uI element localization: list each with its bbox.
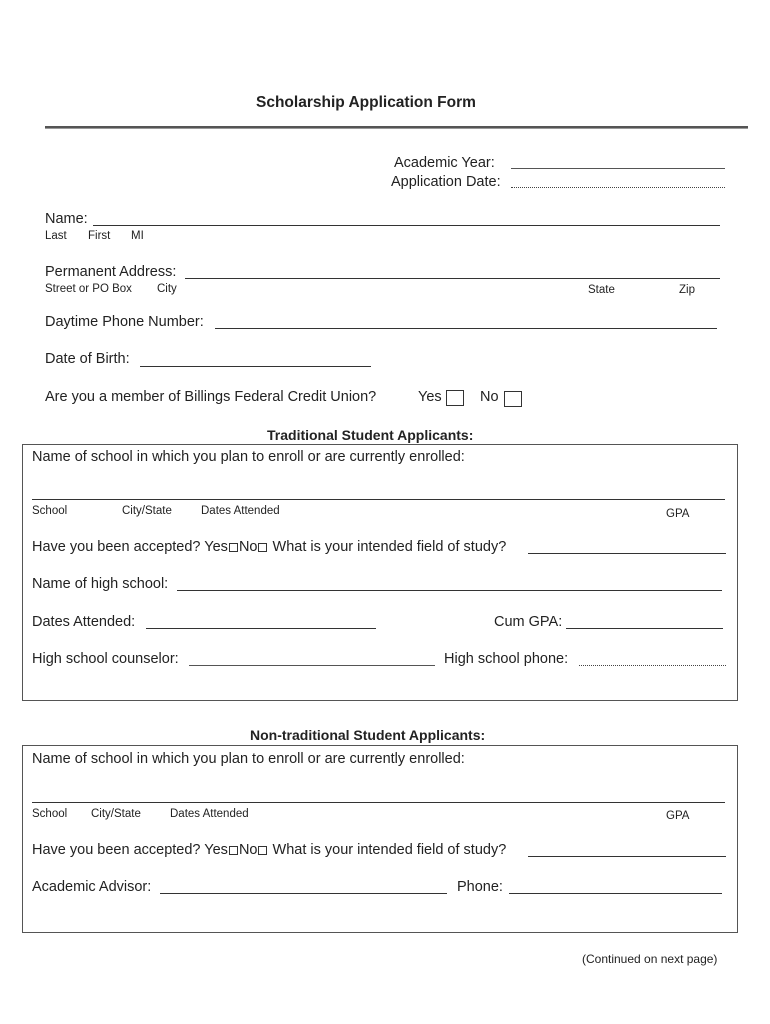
name-field[interactable] — [93, 225, 720, 226]
address-sub-zip: Zip — [679, 284, 695, 296]
traditional-heading: Traditional Student Applicants: — [267, 427, 474, 443]
trad-accepted-question: Have you been accepted? — [32, 539, 201, 555]
trad-dates-label: Dates Attended: — [32, 614, 136, 630]
name-sub-mi: MI — [131, 230, 144, 242]
continued-note: (Continued on next page) — [582, 952, 718, 966]
academic-year-label: Academic Year: — [394, 155, 495, 171]
member-question: Are you a member of Billings Federal Credit Union? — [45, 389, 377, 405]
member-yes-label: Yes — [418, 389, 442, 405]
application-date-field[interactable] — [511, 187, 725, 188]
trad-field-of-study-field[interactable] — [528, 553, 726, 554]
trad-sub-dates: Dates Attended — [201, 505, 280, 517]
nontrad-accepted-question: Have you been accepted? — [32, 842, 201, 858]
member-no-checkbox[interactable] — [504, 391, 522, 407]
trad-hs-phone-field[interactable] — [579, 665, 726, 666]
trad-field-question: What is your intended field of study? — [272, 539, 507, 555]
phone-field[interactable] — [215, 328, 717, 329]
application-date-label: Application Date: — [391, 174, 501, 190]
name-sub-last: Last — [45, 230, 67, 242]
nontrad-sub-city-state: City/State — [91, 808, 141, 820]
trad-counselor-label: High school counselor: — [32, 651, 179, 667]
trad-sub-gpa: GPA — [666, 508, 690, 520]
trad-accepted-no: No — [238, 539, 258, 555]
member-no-label: No — [480, 389, 499, 405]
trad-accepted-row — [32, 538, 506, 556]
trad-sub-city-state: City/State — [122, 505, 172, 517]
nontrad-accepted-no: No — [238, 842, 258, 858]
trad-sub-school: School — [32, 505, 68, 517]
nontrad-accepted-no-checkbox[interactable] — [258, 846, 267, 855]
nontrad-accepted-yes: Yes — [204, 842, 228, 858]
nontrad-field-of-study-field[interactable] — [528, 856, 726, 857]
trad-counselor-field[interactable] — [189, 665, 435, 666]
name-sub-first: First — [88, 230, 111, 242]
nontrad-school-question: Name of school in which you plan to enroll or are currently enrolled: — [32, 751, 465, 767]
trad-school-question: Name of school in which you plan to enroll or are currently enrolled: — [32, 449, 465, 465]
nontrad-sub-dates: Dates Attended — [170, 808, 249, 820]
phone-label: Daytime Phone Number: — [45, 314, 204, 330]
trad-accepted-no-checkbox[interactable] — [258, 543, 267, 552]
address-field[interactable] — [185, 278, 720, 279]
trad-cum-gpa-label: Cum GPA: — [494, 614, 563, 630]
nontrad-sub-school: School — [32, 808, 68, 820]
dob-field[interactable] — [140, 366, 371, 367]
address-label: Permanent Address: — [45, 264, 177, 280]
trad-dates-field[interactable] — [146, 628, 376, 629]
nontraditional-heading: Non-traditional Student Applicants: — [250, 727, 486, 743]
trad-accepted-yes: Yes — [204, 539, 228, 555]
form-title: Scholarship Application Form — [256, 94, 476, 111]
trad-accepted-yes-checkbox[interactable] — [229, 543, 238, 552]
nontrad-phone-field[interactable] — [509, 893, 722, 894]
academic-year-field[interactable] — [511, 168, 725, 169]
address-sub-street: Street or PO Box — [45, 283, 132, 295]
title-rule — [45, 126, 748, 129]
nontrad-accepted-row — [32, 841, 506, 859]
member-yes-checkbox[interactable] — [446, 390, 464, 406]
address-sub-city: City — [157, 283, 177, 295]
nontrad-advisor-field[interactable] — [160, 893, 447, 894]
trad-hs-phone-label: High school phone: — [444, 651, 569, 667]
trad-school-field[interactable] — [32, 499, 725, 500]
nontrad-sub-gpa: GPA — [666, 810, 690, 822]
trad-high-school-field[interactable] — [177, 590, 722, 591]
nontrad-advisor-label: Academic Advisor: — [32, 879, 152, 895]
dob-label: Date of Birth: — [45, 351, 130, 367]
nontrad-accepted-yes-checkbox[interactable] — [229, 846, 238, 855]
nontrad-school-field[interactable] — [32, 802, 725, 803]
nontrad-phone-label: Phone: — [457, 879, 503, 895]
trad-high-school-label: Name of high school: — [32, 576, 169, 592]
trad-cum-gpa-field[interactable] — [566, 628, 723, 629]
nontrad-field-question: What is your intended field of study? — [272, 842, 507, 858]
name-label: Name: — [45, 211, 88, 227]
address-sub-state: State — [588, 284, 615, 296]
nontraditional-section — [22, 745, 738, 933]
